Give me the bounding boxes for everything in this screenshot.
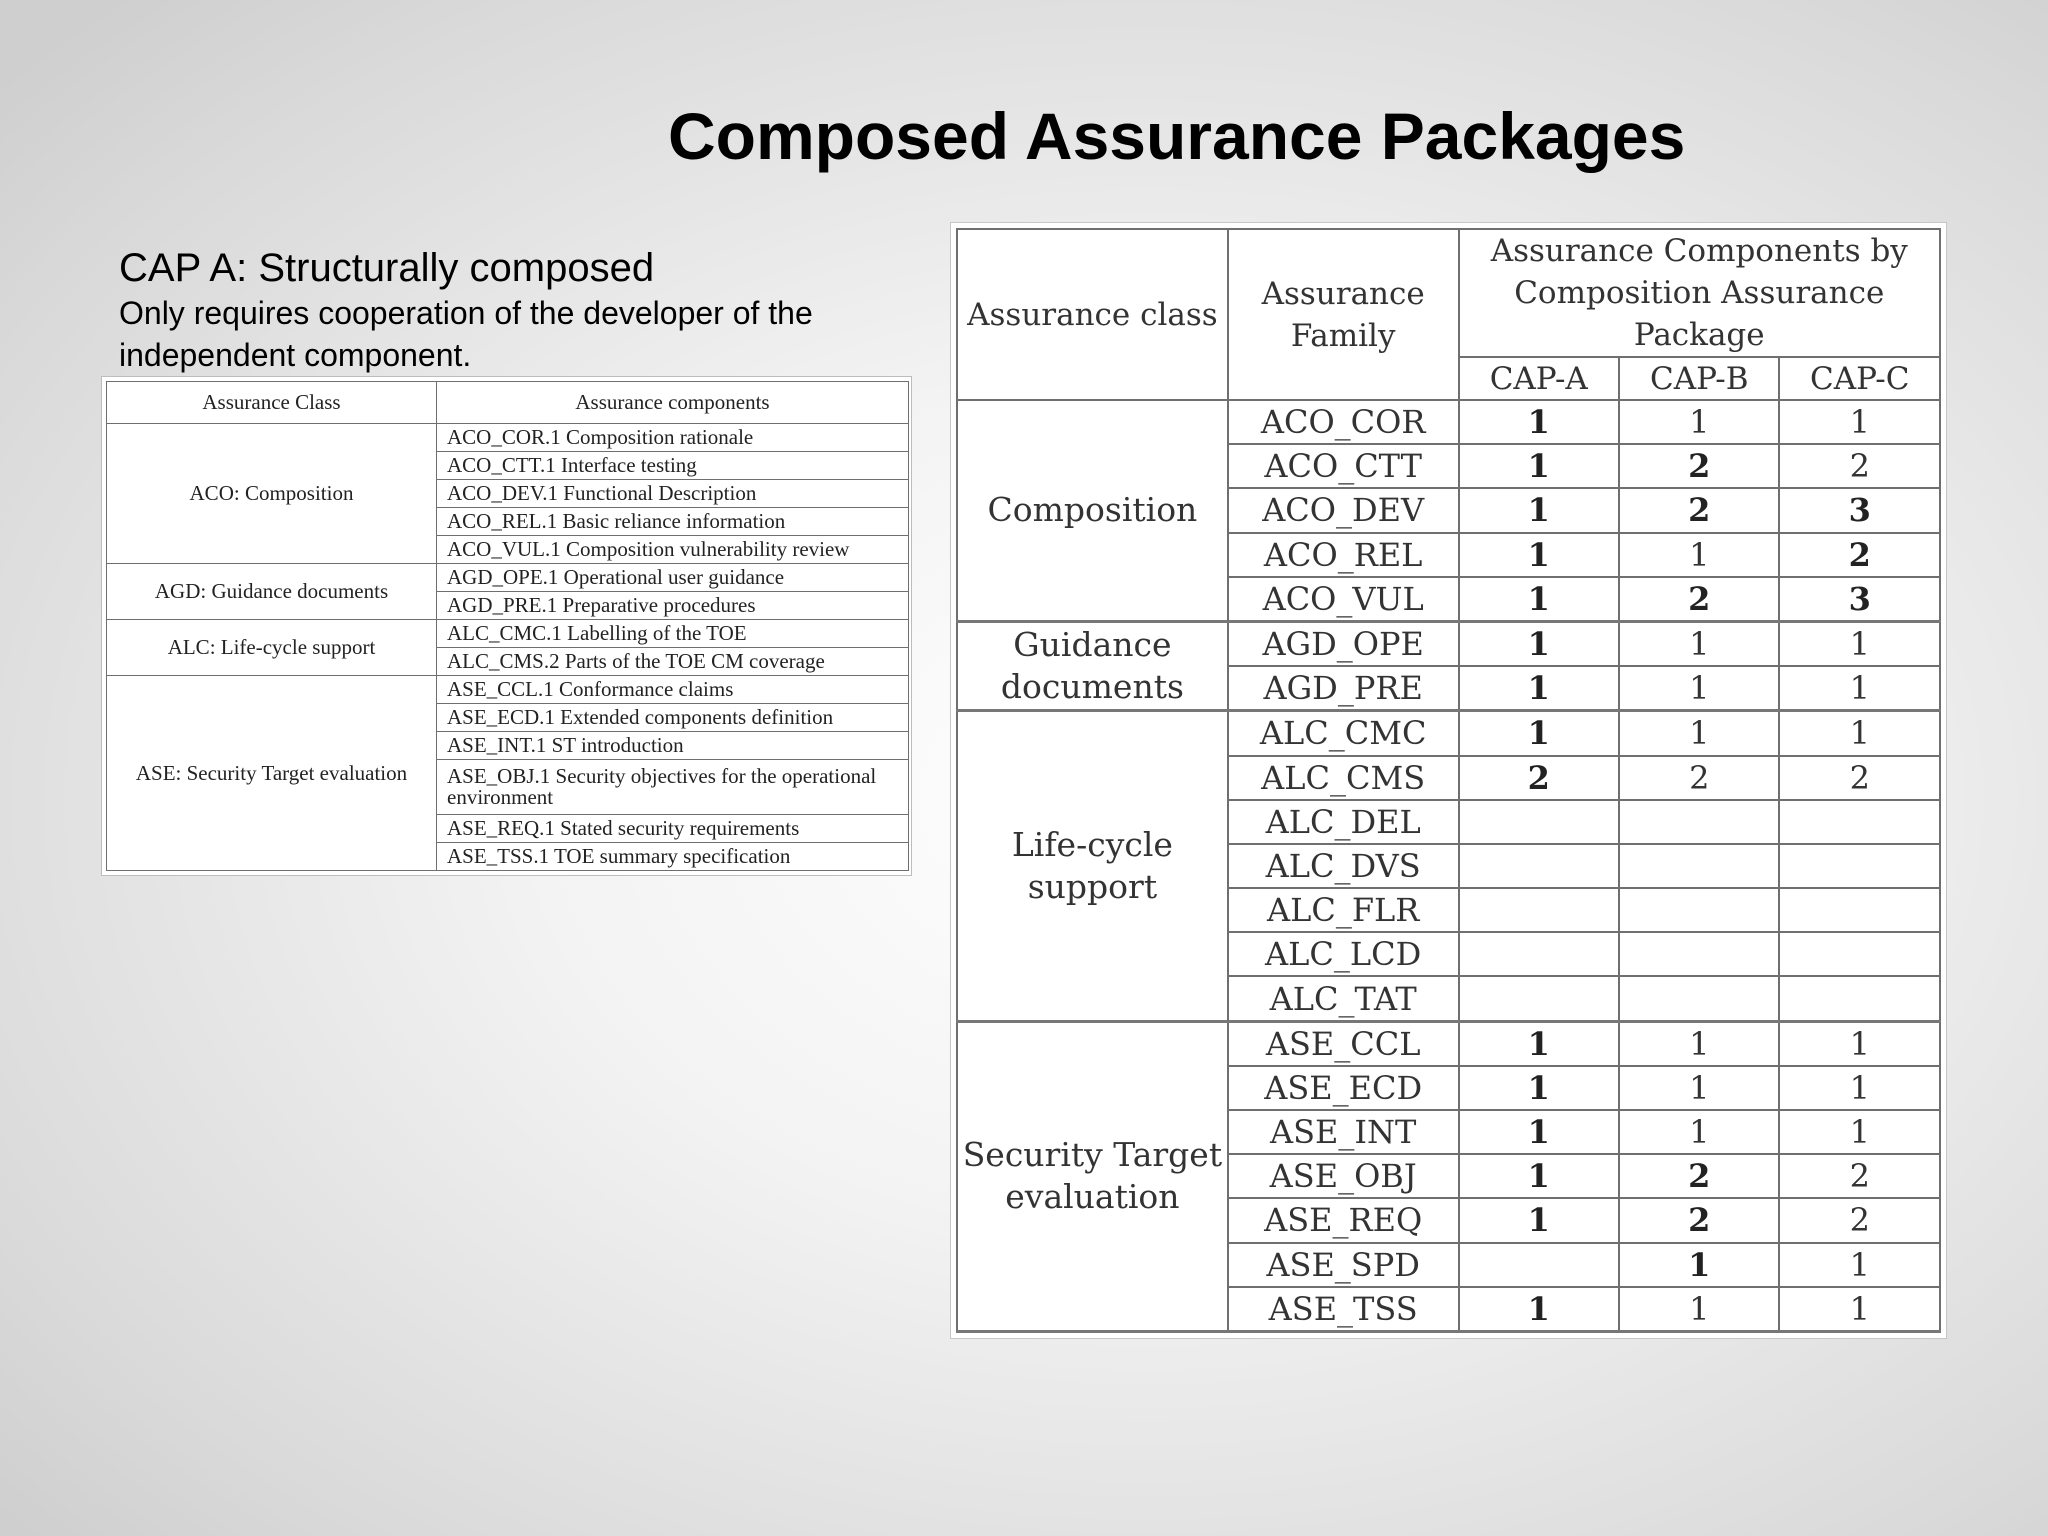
slide-description: Only requires cooperation of the developer of the independent component. [119, 295, 813, 373]
cap-value-cell: 2 [1619, 1154, 1779, 1198]
cap-value-cell: 1 [1459, 1198, 1619, 1242]
slide-subtitle: CAP A: Structurally composed [119, 246, 655, 290]
cap-value-cell: 1 [1619, 1287, 1779, 1332]
assurance-family-cell: ASE_SPD [1228, 1243, 1459, 1287]
assurance-component-cell: ALC_CMS.2 Parts of the TOE CM coverage [437, 648, 909, 676]
table-row [957, 400, 1940, 444]
cap-value-cell: 1 [1619, 1021, 1779, 1066]
right-table-header-row [957, 229, 1940, 357]
cap-value-cell [1459, 932, 1619, 976]
cap-value-cell [1619, 888, 1779, 932]
cap-value-cell: 1 [1459, 1154, 1619, 1198]
cap-value-cell: 1 [1459, 621, 1619, 666]
cap-value-cell: 2 [1619, 577, 1779, 622]
right-table-body [957, 400, 1940, 1332]
cap-value-cell: 1 [1459, 1110, 1619, 1154]
cap-value-cell: 1 [1459, 1021, 1619, 1066]
table-row [107, 424, 909, 452]
assurance-class-cell: Security Target evaluation [957, 1021, 1228, 1331]
cap-value-cell: 1 [1459, 444, 1619, 488]
cap-value-cell: 1 [1619, 1110, 1779, 1154]
cap-value-cell: 2 [1459, 756, 1619, 800]
cap-value-cell: 1 [1779, 711, 1940, 756]
cap-value-cell: 3 [1779, 488, 1940, 532]
left-table-body [107, 424, 909, 871]
header-cap-b: CAP-B [1619, 357, 1779, 400]
cap-value-cell: 2 [1619, 444, 1779, 488]
cap-value-cell: 1 [1619, 533, 1779, 577]
cap-value-cell: 2 [1779, 1198, 1940, 1242]
assurance-class-cell: ACO: Composition [107, 424, 437, 564]
header-assurance-class: Assurance class [957, 229, 1228, 400]
assurance-component-cell: ASE_INT.1 ST introduction [437, 732, 909, 760]
cap-value-cell: 1 [1619, 1066, 1779, 1110]
assurance-family-cell: ACO_CTT [1228, 444, 1459, 488]
cap-value-cell [1619, 932, 1779, 976]
assurance-family-cell: AGD_PRE [1228, 666, 1459, 711]
table-row [957, 621, 1940, 666]
assurance-component-cell: ACO_COR.1 Composition rationale [437, 424, 909, 452]
cap-value-cell: 1 [1779, 1243, 1940, 1287]
cap-value-cell [1779, 976, 1940, 1021]
cap-value-cell: 2 [1619, 756, 1779, 800]
cap-value-cell: 1 [1779, 400, 1940, 444]
assurance-component-cell: AGD_PRE.1 Preparative procedures [437, 592, 909, 620]
cap-value-cell: 2 [1619, 488, 1779, 532]
assurance-family-cell: AGD_OPE [1228, 621, 1459, 666]
cap-value-cell: 2 [1779, 1154, 1940, 1198]
cap-value-cell [1779, 844, 1940, 888]
header-assurance-class: Assurance Class [107, 382, 437, 424]
cap-value-cell: 1 [1459, 711, 1619, 756]
cap-value-cell: 1 [1619, 621, 1779, 666]
cap-value-cell [1619, 800, 1779, 844]
assurance-class-cell: Composition [957, 400, 1228, 621]
cap-value-cell: 1 [1779, 1287, 1940, 1332]
assurance-component-cell: ACO_REL.1 Basic reliance information [437, 508, 909, 536]
assurance-family-cell: ASE_ECD [1228, 1066, 1459, 1110]
assurance-family-cell: ALC_DEL [1228, 800, 1459, 844]
assurance-component-cell: ALC_CMC.1 Labelling of the TOE [437, 620, 909, 648]
assurance-family-cell: ALC_LCD [1228, 932, 1459, 976]
assurance-family-cell: ALC_TAT [1228, 976, 1459, 1021]
cap-value-cell: 1 [1779, 1021, 1940, 1066]
cap-value-cell [1779, 888, 1940, 932]
cap-value-cell: 2 [1779, 756, 1940, 800]
assurance-family-cell: ALC_FLR [1228, 888, 1459, 932]
cap-matrix-table [950, 222, 1947, 1339]
assurance-family-cell: ASE_INT [1228, 1110, 1459, 1154]
cap-value-cell: 1 [1779, 666, 1940, 711]
assurance-component-cell: AGD_OPE.1 Operational user guidance [437, 564, 909, 592]
table-row [107, 564, 909, 592]
assurance-family-cell: ALC_CMS [1228, 756, 1459, 800]
assurance-component-cell: ASE_OBJ.1 Security objectives for the operational environment [437, 760, 909, 815]
cap-value-cell: 1 [1459, 533, 1619, 577]
assurance-family-cell: ASE_REQ [1228, 1198, 1459, 1242]
cap-value-cell [1459, 844, 1619, 888]
left-table-header-row [107, 382, 909, 424]
cap-value-cell [1779, 800, 1940, 844]
cap-value-cell: 1 [1619, 711, 1779, 756]
cap-value-cell [1779, 932, 1940, 976]
assurance-family-cell: ACO_VUL [1228, 577, 1459, 622]
cap-value-cell: 1 [1619, 666, 1779, 711]
assurance-class-cell: Guidance documents [957, 621, 1228, 710]
cap-value-cell: 1 [1459, 1287, 1619, 1332]
cap-value-cell: 1 [1459, 400, 1619, 444]
slide-title: Composed Assurance Packages [668, 99, 1686, 173]
assurance-class-cell: ALC: Life-cycle support [107, 620, 437, 676]
cap-value-cell [1459, 800, 1619, 844]
assurance-class-cell: ASE: Security Target evaluation [107, 676, 437, 871]
assurance-class-cell: AGD: Guidance documents [107, 564, 437, 620]
table-row [957, 1021, 1940, 1066]
cap-value-cell: 1 [1779, 1110, 1940, 1154]
assurance-component-cell: ASE_TSS.1 TOE summary specification [437, 842, 909, 870]
cap-value-cell: 1 [1459, 1066, 1619, 1110]
assurance-component-cell: ASE_ECD.1 Extended components definition [437, 704, 909, 732]
assurance-family-cell: ALC_CMC [1228, 711, 1459, 756]
assurance-family-cell: ACO_DEV [1228, 488, 1459, 532]
cap-value-cell: 1 [1459, 577, 1619, 622]
assurance-family-cell: ACO_COR [1228, 400, 1459, 444]
assurance-family-cell: ALC_DVS [1228, 844, 1459, 888]
assurance-component-cell: ACO_VUL.1 Composition vulnerability review [437, 536, 909, 564]
header-assurance-family: Assurance Family [1228, 229, 1459, 400]
cap-value-cell [1619, 844, 1779, 888]
cap-value-cell: 2 [1779, 533, 1940, 577]
cap-value-cell: 1 [1619, 1243, 1779, 1287]
assurance-component-cell: ASE_REQ.1 Stated security requirements [437, 814, 909, 842]
header-assurance-components: Assurance components [437, 382, 909, 424]
table-row [107, 620, 909, 648]
header-components-by-cap: Assurance Components by Composition Assurance Package [1459, 229, 1940, 357]
cap-value-cell: 1 [1459, 666, 1619, 711]
cap-value-cell [1459, 1243, 1619, 1287]
cap-value-cell [1619, 976, 1779, 1021]
cap-value-cell: 1 [1779, 1066, 1940, 1110]
assurance-class-cell: Life-cycle support [957, 711, 1228, 1021]
assurance-family-cell: ACO_REL [1228, 533, 1459, 577]
cap-value-cell: 2 [1619, 1198, 1779, 1242]
assurance-family-cell: ASE_CCL [1228, 1021, 1459, 1066]
assurance-component-cell: ACO_CTT.1 Interface testing [437, 452, 909, 480]
cap-value-cell [1459, 888, 1619, 932]
assurance-component-cell: ASE_CCL.1 Conformance claims [437, 676, 909, 704]
header-cap-c: CAP-C [1779, 357, 1940, 400]
assurance-family-cell: ASE_TSS [1228, 1287, 1459, 1332]
cap-value-cell: 1 [1619, 400, 1779, 444]
cap-value-cell: 3 [1779, 577, 1940, 622]
cap-value-cell [1459, 976, 1619, 1021]
header-cap-a: CAP-A [1459, 357, 1619, 400]
assurance-family-cell: ASE_OBJ [1228, 1154, 1459, 1198]
cap-value-cell: 2 [1779, 444, 1940, 488]
assurance-component-cell: ACO_DEV.1 Functional Description [437, 480, 909, 508]
cap-value-cell: 1 [1779, 621, 1940, 666]
assurance-components-table [101, 376, 912, 876]
cap-value-cell: 1 [1459, 488, 1619, 532]
table-row [957, 711, 1940, 756]
table-row [107, 676, 909, 704]
